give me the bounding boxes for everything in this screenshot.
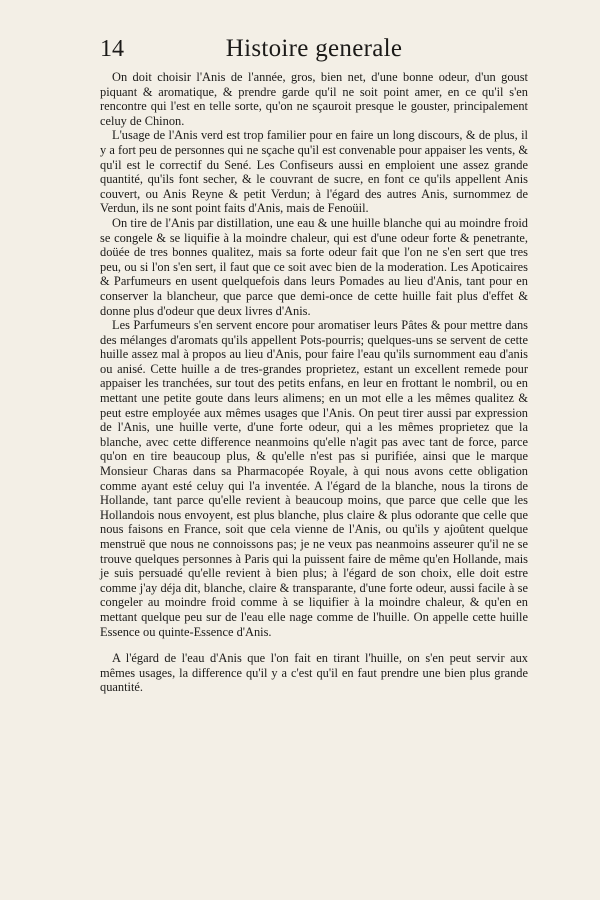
paragraph-perfumers: Les Parfumeurs s'en servent encore pour aromatiser leurs Pâtes & pour mettre dans des mélanges d'aromats qu'ils appellent Pots-pourris; quelques-uns se servent de cette huille assez mal à propos au lieu d'Anis, pour faire l'eau qu'ils surnomment eau d'anis ou anisé. Cette huille a de tres-grandes proprietez, estant un excellent remede pour appaiser les tranchées, sur tout des petits enfans, en leur en frottant le nombril, ou en mettant une petite goute dans leurs alimens; en un mot elle a les mêmes qualitez & peut estre employée aux mêmes usages que l'Anis. On peut tirer aussi par expression de l'Anis, une huille verte, d'une forte odeur, qui a les mêmes proprietez que la blanche, avec cette difference neanmoins qu'elle n'agit pas avec tant de force, parce qu'on en tire beaucoup plus, & qu'elle n'est pas si purifiée, ainsi que le marque Monsieur Charas dans sa Pharmacopée Royale, à qui nous avons cette obligation comme ayant esté celuy qui l'a inventée. A l'égard de la blanche, nous la tirons de Hollande, tant parce qu'elle revient à beaucoup moins, que parce que celle que les Hollandois nous envoyent, est plus blanche, plus claire & plus odorante que celle que nous faisons en France, soit que cela vienne de l'Anis, ou qu'ils y ajoûtent quelque menstruë que nous ne connoissons pas; je ne veux pas neanmoins asseurer qu'il ne se trouve quelques personnes à Paris qui la puissent faire de même qu'en Hollande, mais je suis persuadé qu'elle revient à bien plus; à l'égard de son choix, elle doit estre comme j'ay déja dit, blanche, claire & transparante, d'une forte odeur, aussi facile à se congeler au moindre froid comme à se liquifier à la moindre chaleur, & qu'en en mettant quelque peu sur de l'eau elle nage comme de l'huille. On appelle cette huille Essence ou quinte-Essence d'Anis. (100, 318, 528, 639)
body-text (100, 70, 528, 695)
paragraph-anise-water: A l'égard de l'eau d'Anis que l'on fait en tirant l'huille, on s'en peut servir aux mêmes usages, la difference qu'il y a c'est qu'il en faut prendre une bien plus grande quantité. (100, 651, 528, 695)
running-title: Histoire generale (225, 35, 403, 62)
paragraph-uses-of-green-anise: L'usage de l'Anis verd est trop familier pour en faire un long discours, & de plus, il y a fort peu de personnes qui ne sçache qu'il est convenable pour appaiser les vents, & qu'il est le correctif du Sené. Les Confiseurs aussi en emploient une assez grande quantité, qu'ils font secher, & le couvrant de sucre, en font ce qu'ils appellent Anis couvert, ou Anis Reyne & petit Verdun; à l'égard des autres Anis, surnommez de Verdun, ils ne sont point faits d'Anis, mais de Fenoüil. (100, 128, 528, 216)
page-number: 14 (100, 36, 124, 62)
page-header (100, 34, 528, 64)
paragraph-distillation: On tire de l'Anis par distillation, une eau & une huille blanche qui au moindre froid se congele & se liquifie à la moindre chaleur, qui est d'une odeur forte & penetrante, doüée de tres bonnes qualitez, mais sa forte odeur fait que l'on ne s'en sert que tres peu, ou si l'on s'en sert, il faut que ce soit avec bien de la moderation. Les Apoticaires & Parfumeurs en usent quelquefois dans leurs Pomades au lieu d'Anis, tant pour en conserver la blancheur, que parce que demi-once de cette huille fait plus d'effet & donne plus d'odeur que deux livres d'Anis. (100, 215, 528, 318)
paragraph-choosing-anise: On doit choisir l'Anis de l'année, gros, bien net, d'une bonne odeur, d'un goust piquant & aromatique, & prendre garde qu'il ne soit point amer, en ce qu'il s'en rencontre qui l'est en telle sorte, qu'on ne sçauroit presque le gouster, principalement celuy de Chinon. (100, 70, 528, 128)
